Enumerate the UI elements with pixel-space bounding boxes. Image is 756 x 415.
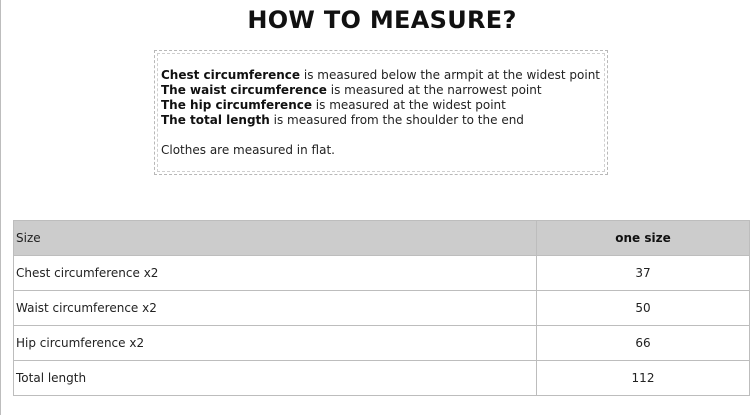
info-line-chest (161, 68, 607, 83)
page-title: HOW TO MEASURE? (247, 6, 517, 34)
row-value: 66 (537, 326, 750, 361)
measurement-info-box (154, 50, 608, 175)
table-header-row (14, 221, 750, 256)
info-term: The waist circumference (161, 83, 327, 97)
row-label: Hip circumference x2 (14, 326, 537, 361)
table-row (14, 326, 750, 361)
row-value: 37 (537, 256, 750, 291)
info-term: The hip circumference (161, 98, 312, 112)
row-label: Chest circumference x2 (14, 256, 537, 291)
table-row (14, 291, 750, 326)
table-row (14, 256, 750, 291)
table-row (14, 361, 750, 396)
info-line-hip (161, 98, 607, 113)
info-line-waist (161, 83, 607, 98)
info-note: Clothes are measured in flat. (161, 143, 335, 157)
info-description: is measured from the shoulder to the end (269, 113, 524, 127)
info-term: The total length (161, 113, 270, 127)
row-value: 112 (537, 361, 750, 396)
info-line-length (161, 113, 607, 128)
row-label: Waist circumference x2 (14, 291, 537, 326)
info-description: is measured at the widest point (311, 98, 506, 112)
info-description: is measured below the armpit at the widest point (300, 68, 600, 82)
row-label: Total length (14, 361, 537, 396)
size-table (13, 220, 750, 396)
header-one-size: one size (537, 221, 750, 256)
info-description: is measured at the narrowest point (326, 83, 542, 97)
header-size: Size (14, 221, 537, 256)
info-term: Chest circumference (161, 68, 301, 82)
row-value: 50 (537, 291, 750, 326)
